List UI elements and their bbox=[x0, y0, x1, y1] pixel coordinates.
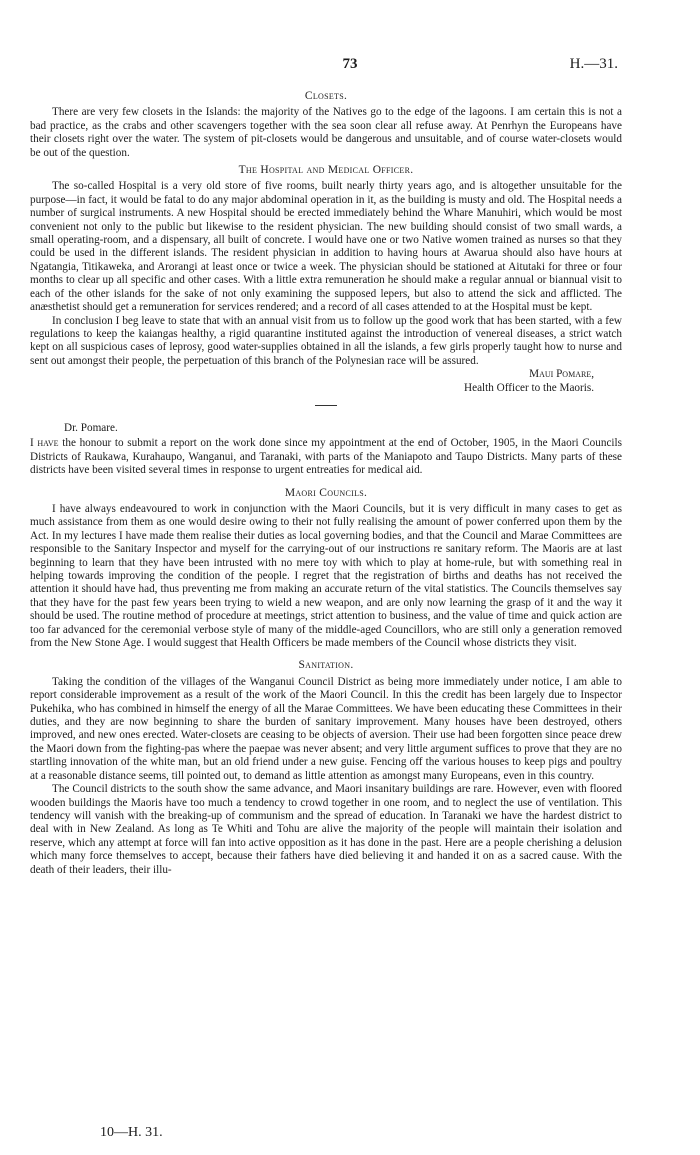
page-number: 73 bbox=[342, 56, 358, 72]
hospital-paragraph-2: In conclusion I beg leave to state that with an annual visit from us to follow up the good work that has been started, with a few regulations to keep the kaiangas healthy, a rigid quarantine instituted against the introduction of venereal diseases, a strict watch kept on all suspicious cases of leprosy, good water-supplies obtained in all the islands, a few girls properly taught how to nurse and sent out amongst their people, the perpetuation of this branch of the Polynesian race will be assured. bbox=[30, 314, 622, 367]
salutation: Dr. Pomare. bbox=[64, 421, 118, 434]
signature-block bbox=[30, 368, 622, 395]
section-divider bbox=[315, 405, 337, 406]
report-reference: H.—31. bbox=[569, 56, 618, 72]
printer-signature-mark: 10—H. 31. bbox=[100, 1125, 163, 1140]
signature-name: Maui Pomare, bbox=[529, 368, 594, 381]
signature-title: Health Officer to the Maoris. bbox=[464, 381, 594, 394]
hospital-paragraph-1: The so-called Hospital is a very old store of five rooms, built nearly thirty years ago, and is altogether unsuitable for the purpose—in fact, it would be fatal to do any major abdominal operation in it, as the building is musty and old. The Hospital needs a number of surgical instruments. A new Hospital should be erected immediately behind the Whare Manuhiri, which would be most convenient not only to the public but likewise to the resident physician. The new building should consist of two small wards, a small operating-room, and a dispensary, all built of concrete. I would have one or two Native women trained as nurses so that they could be used in the different islands. The resident physician in addition to having hours at Awarua should also have hours at Ngatangia, Titikaweka, and Arorangi at least once or twice a week. The physician should be stationed at Aitutaki for three or four months to clear up all specific and other cases. With a little extra remuneration he should make a regular annual or biannual visit to each of the other islands for the sake of not only examining the supposed lepers, but also to attend the sick and afflicted. The anæsthetist should get a remuneration for services rendered; and a record of all cases attended to at the Hospital must be kept. bbox=[30, 180, 622, 314]
report-intro-text: the honour to submit a report on the work done since my appointment at the end of October, 1905, in the Maori Councils Districts of Raukawa, Kurahaupo, Wanganui, and Taranaki, with parts of the Maniapoto and Taupo Districts. Many parts of these districts have been visited several times in response to urgent entreaties for medical aid. bbox=[30, 437, 622, 477]
closets-paragraph: There are very few closets in the Islands: the majority of the Natives go to the edge of the lagoons. I am certain this is not a bad practice, as the crabs and other scavengers together with the sea soon clear all refuse away. At Penrhyn the Europeans have their closets right over the water. The system of pit-closets would be dangerous and unsuitable, and of course water-closets would be out of the question. bbox=[30, 106, 622, 159]
sanitation-heading: Sanitation. bbox=[298, 659, 354, 672]
sanitation-paragraph-1: Taking the condition of the villages of the Wanganui Council District as being more immediately under notice, I am able to report considerable improvement as a result of the work of the Maori Council. In this the credit has been largely due to Inspector Pukehika, who has combined in himself the energy of all the Marae Committees. We have been educating these Committees in their duties, and they are now beginning to share the burden of sanitary improvement. Many houses have been destroyed, others improved, and new ones erected. Water-closets are ceasing to be objects of aversion. Their use had been forgotten since peace drew the Maori down from the fighting-pas where the paepae was never absent; and very little argument suffices to prove that they are no startling innovation of the white man, but an old friend under a new guise. Fencing off the various houses to keep pigs and poultry at a reasonable distance seems, till pointed out, to demand as little attention as amongst many Europeans, even in this country. bbox=[30, 675, 622, 782]
maori-councils-heading: Maori Councils. bbox=[284, 486, 368, 499]
closets-heading: Closets. bbox=[304, 90, 348, 102]
hospital-heading: The Hospital and Medical Officer. bbox=[238, 164, 414, 177]
report-intro bbox=[30, 437, 622, 477]
sanitation-paragraph-2: The Council districts to the south show the same advance, and Maori insanitary buildings are rare. However, even with floored wooden buildings the Maoris have too much a tendency to crowd together in one room, and to neglect the use of ventilation. This tendency will vanish with the breaking-up of communism and the spread of education. In Taranaki we have the hardest district to deal with in New Zealand. As long as Te Whiti and Tohu are alive the majority of the people will maintain their isolation and reserve, which any attempt at force will fan into active opposition as it has done in the past. Here are a people cherishing a delusion which many force themselves to accept, because their fathers have died believing it and handed it on as a sacred cause. With the death of their leaders, their illu- bbox=[30, 783, 622, 876]
report-intro-lead: I have bbox=[30, 437, 59, 450]
body-text bbox=[30, 86, 622, 877]
maori-councils-paragraph: I have always endeavoured to work in conjunction with the Maori Councils, but it is very difficult in many cases to get as much assistance from them as one would desire owing to their not fully realising the amount of power conferred upon them by the Act. In my lectures I have made them realise their duties as local governing bodies, and that the Council and Marae Committees are responsible to the Sanitary Inspector and myself for the carrying-out of our instructions re sanitary reform. The Maoris are at last beginning to learn that they have been intrusted with no mere toy with which to play at home-rule, but with something real in helping towards improving the condition of the people. I regret that the registration of births and deaths has not received the attention it should have had, thus preventing me from making an accurate return of the vital statistics. The Councils themselves say that they have for the past few years been trying to wield a new weapon, and are only now learning the grasp of it and the way it should be used. The routine method of procedure at meetings, strict attention to business, and the value of time and quick action are too far advanced for the ceremonial verbose style of many of the middle-aged Councillors, who are still only a generation removed from the New Stone Age. I would suggest that Health Officers be made members of the Council whose districts they visit. bbox=[30, 502, 622, 650]
